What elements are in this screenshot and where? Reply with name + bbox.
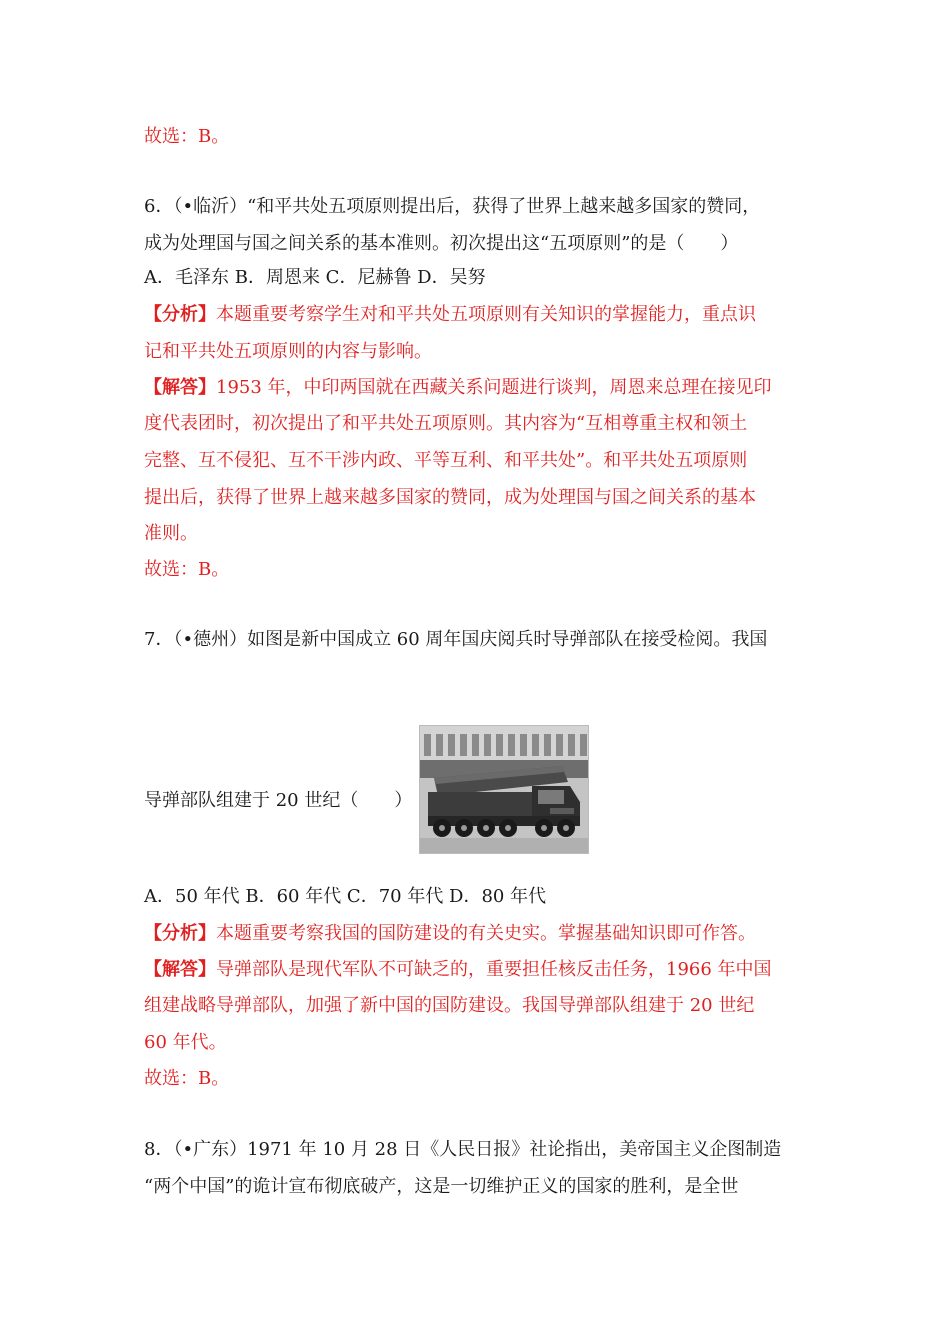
q7-analysis-tag: 【分析】 xyxy=(144,923,216,944)
q6-stem-line1: 6．（•临沂）“和平共处五项原则提出后，获得了世界上越来越多国家的赞同， xyxy=(144,196,761,217)
q7-solution-line3: 60 年代。 xyxy=(144,1032,227,1053)
q7-answer: 故选：B。 xyxy=(144,1068,230,1089)
q6-analysis-line2: 记和平共处五项原则的内容与影响。 xyxy=(144,341,432,362)
q6-solution-line2: 度代表团时，初次提出了和平共处五项原则。其内容为“互相尊重主权和领土 xyxy=(144,413,748,434)
q7-solution-tag: 【解答】 xyxy=(144,959,216,980)
q7-stem-line2: 导弹部队组建于 20 世纪（ ） xyxy=(144,790,413,811)
q6-solution-line3: 完整、互不侵犯、互不干涉内政、平等互利、和平共处”。和平共处五项原则 xyxy=(144,450,748,471)
q6-solution-text: 1953 年，中印两国就在西藏关系问题进行谈判，周恩来总理在接见印 xyxy=(216,377,772,398)
q6-solution-line1 xyxy=(144,375,772,401)
q8-stem-line1: 8．（•广东）1971 年 10 月 28 日《人民日报》社论指出，美帝国主义企图制造 xyxy=(144,1139,782,1160)
q6-stem-line2: 成为处理国与国之间关系的基本准则。初次提出这“五项原则”的是（ ） xyxy=(144,233,739,254)
q6-options: A．毛泽东 B．周恩来 C．尼赫鲁 D．吴努 xyxy=(144,267,486,288)
q7-solution-line2: 组建战略导弹部队，加强了新中国的国防建设。我国导弹部队组建于 20 世纪 xyxy=(144,995,755,1016)
q8-stem-line2: “两个中国”的诡计宣布彻底破产，这是一切维护正义的国家的胜利，是全世 xyxy=(144,1176,739,1197)
q7-analysis-text: 本题重要考察我国的国防建设的有关史实。掌握基础知识即可作答。 xyxy=(216,923,756,944)
q6-analysis-text: 本题重要考察学生对和平共处五项原则有关知识的掌握能力，重点识 xyxy=(216,304,756,325)
q7-options: A．50 年代 B．60 年代 C．70 年代 D．80 年代 xyxy=(144,886,547,907)
q6-answer: 故选：B。 xyxy=(144,559,230,580)
q6-analysis-tag: 【分析】 xyxy=(144,304,216,325)
q7-stem-line1: 7．（•德州）如图是新中国成立 60 周年国庆阅兵时导弹部队在接受检阅。我国 xyxy=(144,629,768,650)
q6-analysis-line1 xyxy=(144,302,756,328)
q7-solution-text: 导弹部队是现代军队不可缺乏的，重要担任核反击任务，1966 年中国 xyxy=(216,959,772,980)
q6-solution-line4: 提出后，获得了世界上越来越多国家的赞同，成为处理国与国之间关系的基本 xyxy=(144,487,756,508)
missile-vehicle-photo xyxy=(419,725,589,854)
q6-solution-tag: 【解答】 xyxy=(144,377,216,398)
q7-analysis-line1 xyxy=(144,921,756,947)
q7-solution-line1 xyxy=(144,957,772,983)
q6-solution-line5: 准则。 xyxy=(144,523,198,544)
q5-answer: 故选：B。 xyxy=(144,126,230,147)
